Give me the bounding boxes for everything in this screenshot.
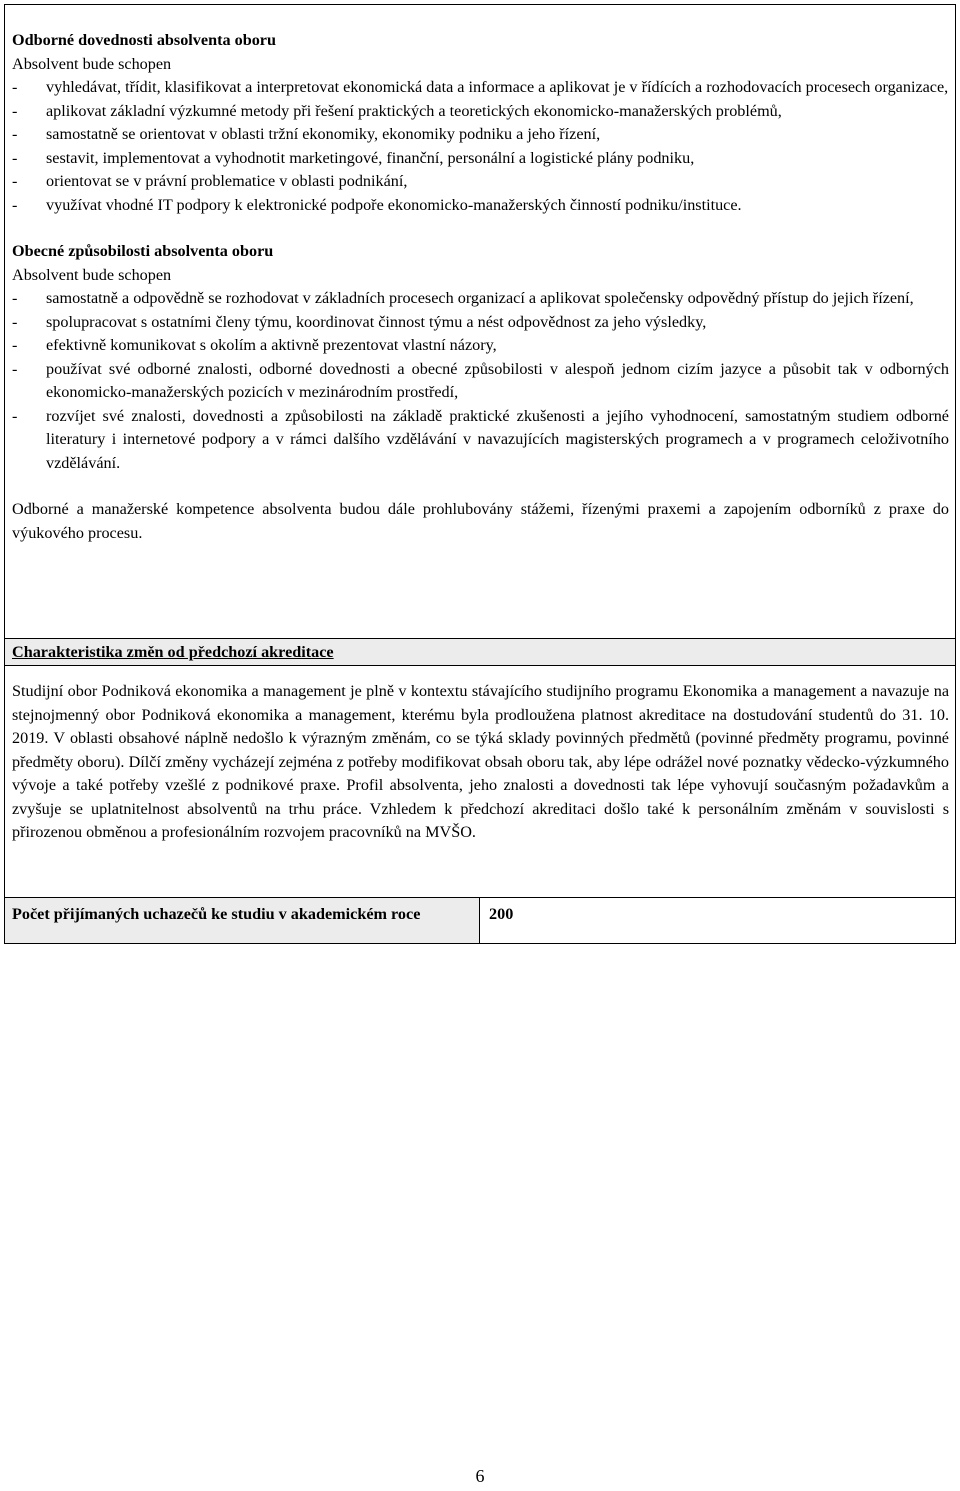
skills-intro: Absolvent bude schopen [12, 54, 172, 73]
list-item: - orientovat se v právní problematice v oblasti podnikání, [12, 170, 949, 194]
list-item: - spolupracovat s ostatními členy týmu, koordinovat činnost týmu a nést odpovědnost za jeho výsledky, [12, 311, 949, 335]
competences-intro: Absolvent bude schopen [12, 265, 172, 284]
list-item: - využívat vhodné IT podpory k elektronické podpoře ekonomicko-manažerských činností podniku/instituce. [12, 194, 949, 218]
competences-list [12, 287, 949, 475]
list-item: - aplikovat základní výzkumné metody při řešení praktických a teoretických ekonomicko-manažerských problémů, [12, 100, 949, 124]
competences-heading: Obecné způsobilosti absolventa oboru [12, 242, 274, 260]
admissions-label-cell [4, 897, 480, 944]
form-table [4, 4, 956, 944]
list-item: - samostatně se orientovat v oblasti tržní ekonomiky, ekonomiky podniku a jeho řízení, [12, 123, 949, 147]
list-item: - používat své odborné znalosti, odborné dovednosti a obecné způsobilosti v alespoň jednom cizím jazyce a působit tak v odborných ekonomicko-manažerských pozicích v mezinárodním prostředí, [12, 358, 949, 405]
changes-heading: Charakteristika změn od předchozí akreditace [12, 643, 334, 661]
admissions-value-cell [479, 897, 956, 944]
list-item: - samostatně a odpovědně se rozhodovat v základních procesech organizací a aplikovat společensky odpovědný přístup do jejich řízení, [12, 287, 949, 311]
list-item: - rozvíjet své znalosti, dovednosti a způsobilosti na základě praktické zkušenosti a jejího vyhodnocení, samostatným studiem odborné literatury i internetové podpory a v rámci dalšího vzdělávání v navazujících magisterských programech a v programech celoživotního vzdělávání. [12, 405, 949, 476]
admissions-value: 200 [489, 905, 514, 923]
list-item: - sestavit, implementovat a vyhodnotit marketingové, finanční, personální a logistické plány podniku, [12, 147, 949, 171]
changes-text-cell [4, 665, 956, 897]
admissions-label: Počet přijímaných uchazečů ke studiu v akademickém roce [12, 905, 421, 923]
competences-closing: Odborné a manažerské kompetence absolventa budou dále prohlubovány stážemi, řízenými praxemi a zapojením odborníků z praxe do výukového procesu. [12, 500, 949, 542]
changes-heading-cell [4, 638, 956, 666]
graduate-profile-cell [4, 4, 956, 639]
page-number: 6 [475, 1466, 485, 1486]
changes-text: Studijní obor Podniková ekonomika a management je plně v kontextu stávajícího studijního programu Ekonomika a management a navazuje na stejnojmenný obor Podniková ekonomika a management, kterému byla prodloužena platnost akreditace na dostudování studentů do 31. 10. 2019. V oblasti obsahové náplně nedošlo k výrazným změnám, co se týká sklady povinných předmětů (povinné předměty programu, povinné předměty oboru). Dílčí změny vycházejí zejména z potřeby modifikovat obsah oboru tak, aby lépe odrážel nové poznatky vědecko-výzkumného vývoje a také potřeby vzešlé z podnikové praxe. Profil absolventa, jeho znalosti a dovednosti tak lépe vyhovují současným požadavkům a zvyšuje se uplatnitelnost absolventů na trhu práce. Vzhledem k předchozí akreditaci došlo také k personálním změnám v souvislosti s přirozenou obměnou a profesionálním rozvojem pracovníků na MVŠO. [12, 682, 949, 841]
skills-list [12, 76, 949, 217]
list-item: - vyhledávat, třídit, klasifikovat a interpretovat ekonomická data a informace a aplikovat je v řídících a rozhodovacích procesech organizace, [12, 76, 949, 100]
skills-heading: Odborné dovednosti absolventa oboru [12, 31, 276, 49]
list-item: - efektivně komunikovat s okolím a aktivně prezentovat vlastní názory, [12, 334, 949, 358]
